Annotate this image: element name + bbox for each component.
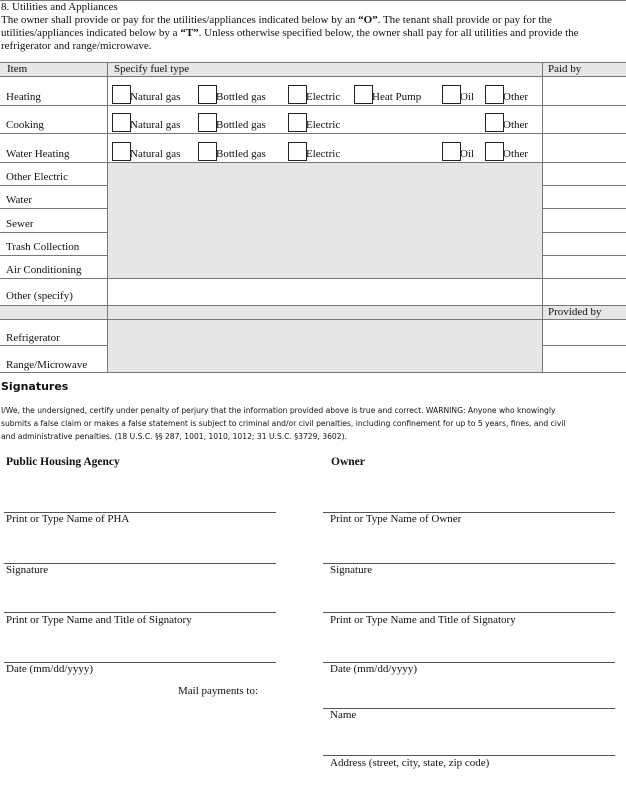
- pha-date-field[interactable]: [4, 618, 276, 662]
- owner-signatory-line: [323, 612, 615, 613]
- pha-heading: Public Housing Agency: [6, 456, 120, 468]
- cooking-electric-checkbox[interactable]: [288, 113, 307, 132]
- row-label-heating: Heating: [6, 91, 41, 103]
- shaded-fuel-area-appliances: [108, 319, 542, 372]
- table-rule: [0, 62, 626, 63]
- column-header-item: Item: [7, 63, 28, 75]
- pha-signature-field[interactable]: [4, 519, 276, 563]
- row-label-water: Water: [6, 194, 32, 206]
- provided-by-refrigerator-field[interactable]: [543, 320, 626, 345]
- heating-bottled-gas-checkbox[interactable]: [198, 85, 217, 104]
- table-rule: [0, 105, 626, 106]
- table-rule: [0, 319, 626, 320]
- heating-heat-pump-checkbox[interactable]: [354, 85, 373, 104]
- heating-other-label: Other: [503, 91, 529, 103]
- table-column-divider: [107, 62, 108, 372]
- row-label-other-specify: Other (specify): [6, 290, 73, 302]
- table-rule: [0, 133, 626, 134]
- certification-line-2: submits a false claim or makes a false statement is subject to criminal and/or civil penalties, including confinement for up to 5 years, fines, and civil: [1, 419, 566, 428]
- heating-electric-label: Electric: [306, 91, 341, 103]
- water-heating-other-label: Other: [503, 148, 529, 160]
- heating-oil-checkbox[interactable]: [442, 85, 461, 104]
- table-header-band: [0, 62, 626, 76]
- column-header-fuel-type: Specify fuel type: [114, 63, 190, 75]
- payee-address-field[interactable]: [323, 711, 615, 755]
- signatures-heading: Signatures: [1, 380, 69, 393]
- water-heating-electric-label: Electric: [306, 148, 341, 160]
- owner-name-label: Print or Type Name of Owner: [330, 513, 462, 525]
- paid-by-water-heating-field[interactable]: [543, 134, 626, 162]
- pha-name-label: Print or Type Name of PHA: [6, 513, 130, 525]
- row-label-sewer: Sewer: [6, 218, 34, 230]
- water-heating-bottled-gas-label: Bottled gas: [216, 148, 266, 160]
- cooking-natural-gas-label: Natural gas: [130, 119, 181, 131]
- payee-name-field[interactable]: [323, 664, 615, 708]
- provided-by-header-band: [0, 305, 626, 319]
- column-header-provided-by: Provided by: [548, 306, 602, 318]
- provided-by-range-field[interactable]: [543, 346, 626, 372]
- intro-line-3: refrigerator and range/microwave.: [1, 40, 152, 52]
- cooking-electric-label: Electric: [306, 119, 341, 131]
- paid-by-sewer-field[interactable]: [543, 209, 626, 232]
- cooking-natural-gas-checkbox[interactable]: [112, 113, 131, 132]
- water-heating-oil-label: Oil: [460, 148, 475, 160]
- intro-line-1: The owner shall provide or pay for the utilities/appliances indicated below by an “O”. The tenant shall provide or pay for the: [1, 14, 552, 26]
- column-header-paid-by: Paid by: [548, 63, 582, 75]
- water-heating-bottled-gas-checkbox[interactable]: [198, 142, 217, 161]
- paid-by-other-electric-field[interactable]: [543, 163, 626, 185]
- pha-signatory-line: [4, 612, 276, 613]
- intro-line-2: utilities/appliances indicated below by a “T”. Unless otherwise specified below, the owner shall pay for all utilities and provide the: [1, 27, 579, 39]
- row-label-cooking: Cooking: [6, 119, 44, 131]
- cooking-bottled-gas-checkbox[interactable]: [198, 113, 217, 132]
- paid-by-cooking-field[interactable]: [543, 106, 626, 133]
- table-rule: [0, 208, 108, 209]
- pha-signatory-label: Print or Type Name and Title of Signatory: [6, 614, 192, 626]
- pha-date-label: Date (mm/dd/yyyy): [6, 663, 94, 675]
- heating-other-checkbox[interactable]: [485, 85, 504, 104]
- row-label-air-conditioning: Air Conditioning: [6, 264, 82, 276]
- water-heating-electric-checkbox[interactable]: [288, 142, 307, 161]
- heating-natural-gas-checkbox[interactable]: [112, 85, 131, 104]
- owner-signature-label: Signature: [330, 564, 373, 576]
- paid-by-water-field[interactable]: [543, 186, 626, 208]
- heating-oil-label: Oil: [460, 91, 475, 103]
- section-title: 8. Utilities and Appliances: [1, 1, 118, 13]
- owner-name-field[interactable]: [323, 468, 615, 512]
- other-specify-field[interactable]: [108, 279, 542, 305]
- shaded-fuel-area-utilities: [108, 162, 542, 278]
- paid-by-other-field[interactable]: [543, 279, 626, 305]
- paid-by-heating-field[interactable]: [543, 77, 626, 105]
- certification-line-1: I/We, the undersigned, certify under penalty of perjury that the information provided above is true and correct. WARNING: Anyone who knowingly: [1, 406, 556, 415]
- paid-by-trash-field[interactable]: [543, 233, 626, 255]
- table-rule: [0, 305, 626, 306]
- table-rule: [0, 232, 108, 233]
- water-heating-other-checkbox[interactable]: [485, 142, 504, 161]
- row-label-water-heating: Water Heating: [6, 148, 70, 160]
- pha-name-field[interactable]: [4, 468, 276, 512]
- owner-date-field[interactable]: [323, 618, 615, 662]
- table-rule: [0, 76, 626, 77]
- heating-electric-checkbox[interactable]: [288, 85, 307, 104]
- pha-signatory-field[interactable]: [4, 568, 276, 612]
- pha-signature-label: Signature: [6, 564, 49, 576]
- cooking-other-checkbox[interactable]: [485, 113, 504, 132]
- table-rule: [0, 372, 626, 373]
- cooking-other-label: Other: [503, 119, 529, 131]
- water-heating-natural-gas-label: Natural gas: [130, 148, 181, 160]
- owner-signatory-field[interactable]: [323, 568, 615, 612]
- payee-name-label: Name: [330, 709, 357, 721]
- row-label-range-microwave: Range/Microwave: [6, 359, 88, 371]
- water-heating-oil-checkbox[interactable]: [442, 142, 461, 161]
- paid-by-air-conditioning-field[interactable]: [543, 256, 626, 278]
- owner-date-label: Date (mm/dd/yyyy): [330, 663, 418, 675]
- water-heating-natural-gas-checkbox[interactable]: [112, 142, 131, 161]
- table-rule: [0, 345, 108, 346]
- table-rule: [0, 255, 108, 256]
- heating-bottled-gas-label: Bottled gas: [216, 91, 266, 103]
- payee-address-line: [323, 755, 615, 756]
- heating-heat-pump-label: Heat Pump: [372, 91, 422, 103]
- row-label-trash-collection: Trash Collection: [6, 241, 80, 253]
- payee-name-line: [323, 708, 615, 709]
- owner-signature-field[interactable]: [323, 519, 615, 563]
- owner-heading: Owner: [331, 456, 365, 468]
- heating-natural-gas-label: Natural gas: [130, 91, 181, 103]
- certification-line-3: and administrative penalties. (18 U.S.C. §§ 287, 1001, 1010, 1012; 31 U.S.C. §3729, 3602).: [1, 432, 347, 441]
- payee-address-label: Address (street, city, state, zip code): [330, 757, 490, 769]
- cooking-bottled-gas-label: Bottled gas: [216, 119, 266, 131]
- row-label-refrigerator: Refrigerator: [6, 332, 60, 344]
- mail-payments-label: Mail payments to:: [178, 685, 259, 697]
- table-rule: [0, 162, 626, 163]
- owner-signatory-label: Print or Type Name and Title of Signatory: [330, 614, 516, 626]
- table-rule: [0, 185, 108, 186]
- row-label-other-electric: Other Electric: [6, 171, 68, 183]
